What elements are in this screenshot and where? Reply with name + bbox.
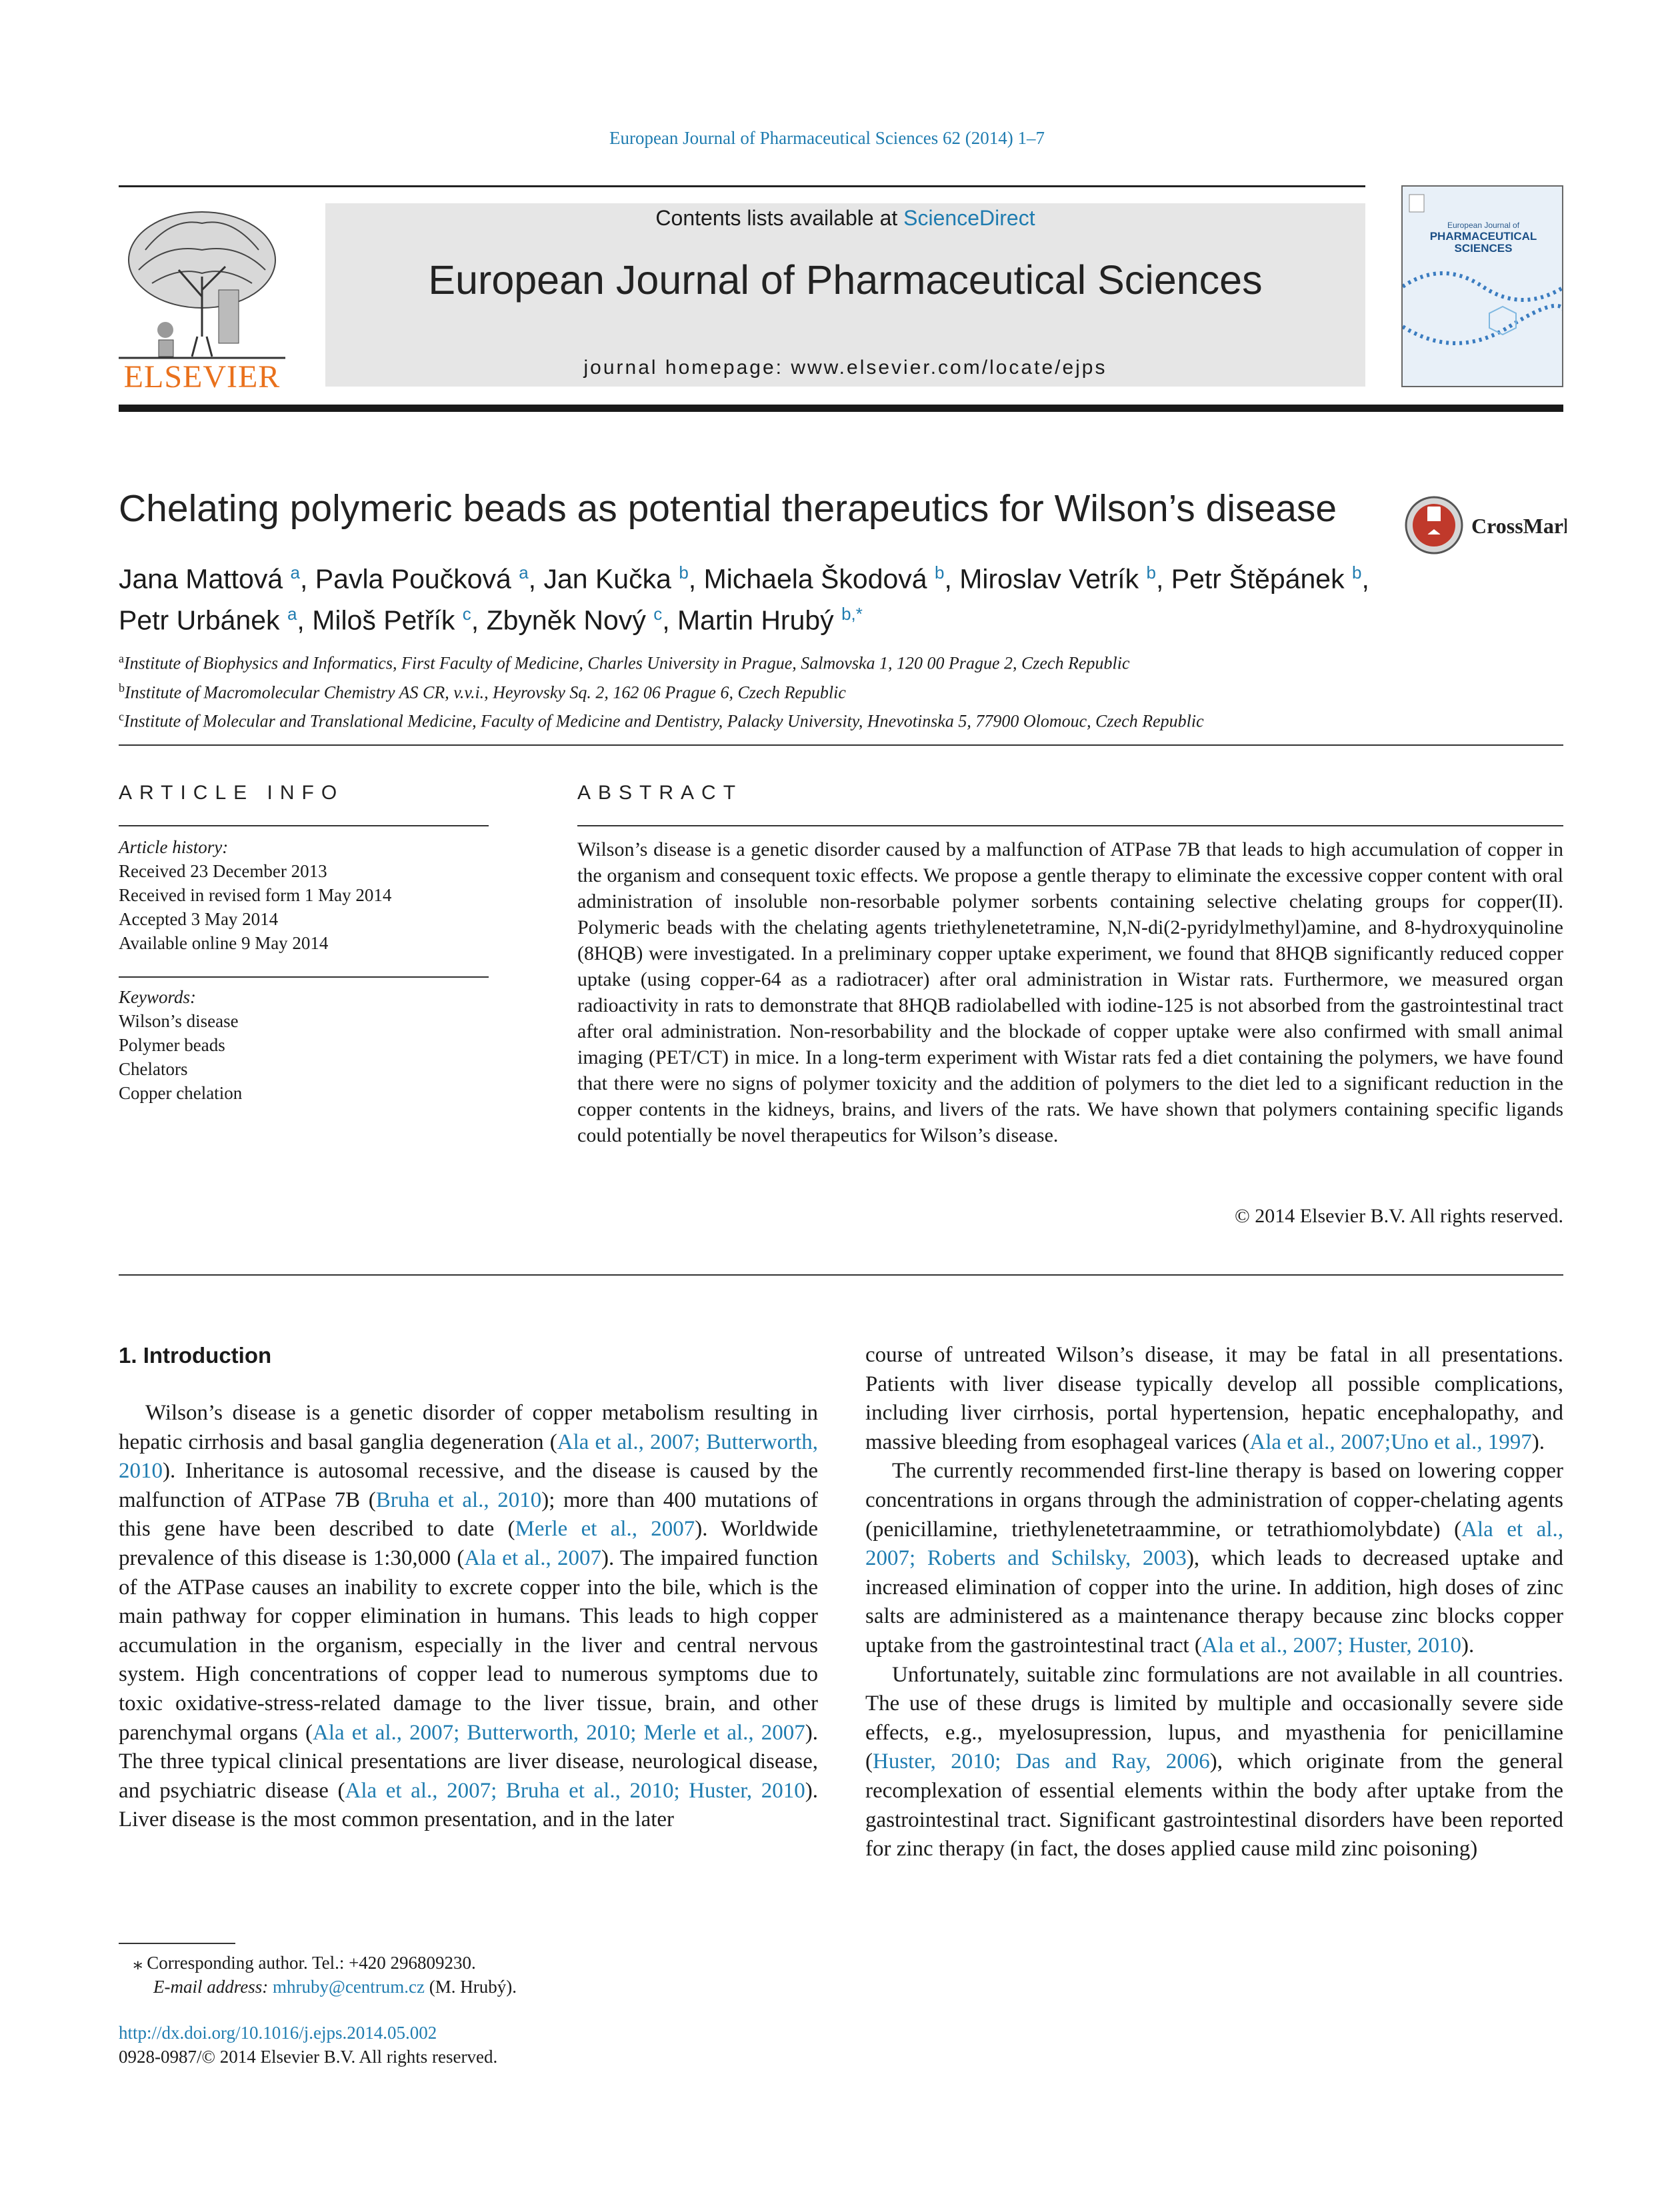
- body-text: ). Worldwide prevalence of this disease is 1:30,000 (: [119, 1517, 819, 1570]
- body-text: Unfortunately, suitable zinc formulations are not available in all countries. The use of these drugs is limited by multiple and occasionally severe side effects, e.g., myelosupression, lupus, and myasthenia for penicillamine (: [865, 1662, 1563, 1774]
- masthead-thick-rule: [119, 405, 1563, 412]
- keywords-rule: [119, 976, 489, 978]
- email-label: E-mail address:: [153, 1977, 273, 1997]
- author-name: Jana Mattová: [119, 563, 291, 594]
- author-affiliation-marker[interactable]: c: [462, 603, 471, 624]
- author-name: Jan Kučka: [543, 563, 679, 594]
- citation-link[interactable]: Huster, 2010; Das and Ray, 2006: [873, 1749, 1210, 1774]
- masthead-top-rule: [119, 185, 1365, 187]
- affiliation-marker: a: [119, 652, 124, 665]
- footnote-marker: ⁎: [133, 1953, 143, 1973]
- author-affiliation-marker[interactable]: a: [287, 603, 297, 624]
- article-info-heading: ARTICLE INFO: [119, 782, 345, 804]
- citation-link[interactable]: Ala et al., 2007; Huster, 2010: [1201, 1633, 1462, 1658]
- keywords-label: Keywords:: [119, 987, 196, 1007]
- body-left-column: [119, 1399, 818, 1835]
- author-separator: ,: [1155, 563, 1171, 594]
- affiliation-item: [119, 704, 1565, 734]
- body-text: ). Liver disease is the most common presentation, and in the later: [119, 1778, 818, 1832]
- author-separator: ,: [662, 604, 678, 636]
- doi-link[interactable]: http://dx.doi.org/10.1016/j.ejps.2014.05.002: [119, 2023, 437, 2043]
- article-info-rule: [119, 825, 489, 826]
- article-history: [119, 835, 391, 955]
- affiliation-text: Institute of Molecular and Translational Medicine, Faculty of Medicine and Dentistry, Palacky University, Hnevotinska 5, 77900 Olomouc, Czech Republic: [124, 711, 1204, 731]
- author-name: Michaela Škodová: [703, 563, 935, 594]
- body-text: ), which leads to decreased uptake and increased elimination of copper into the urine. In addition, high doses of zinc salts are administered as a maintenance therapy because zinc blocks copper uptake from the gastrointestinal tract (: [865, 1546, 1563, 1658]
- elsevier-wordmark: ELSEVIER: [123, 359, 281, 395]
- citation-link[interactable]: Ala et al., 2007; Butterworth, 2010; Merle et al., 2007: [313, 1720, 805, 1745]
- author-name: Martin Hrubý: [677, 604, 842, 636]
- cover-small-title: European Journal of: [1447, 221, 1520, 230]
- affiliation-item: [119, 676, 1565, 705]
- journal-homepage[interactable]: journal homepage: www.elsevier.com/locate/ejps: [583, 357, 1107, 379]
- body-text: course of untreated Wilson’s disease, it may be fatal in all presentations. Patients with liver disease typically develop all possible complications, including liver cirrhosis, portal hypertension, hepatic encephalopathy, and massive bleeding from esophageal varices (: [865, 1343, 1563, 1454]
- footnote-rule: [119, 1943, 235, 1944]
- tree-icon: [119, 203, 285, 360]
- abstract-rule: [577, 825, 1563, 826]
- history-revised: Received in revised form 1 May 2014: [119, 885, 392, 905]
- email-link[interactable]: mhruby@centrum.cz: [272, 1977, 425, 1997]
- abstract-end-rule: [119, 1274, 1563, 1276]
- affiliations-rule: [119, 744, 1563, 746]
- abstract-body: [577, 836, 1563, 1148]
- citation-link[interactable]: Bruha et al., 2010: [375, 1488, 542, 1512]
- body-paragraph: [865, 1457, 1563, 1660]
- author-separator: ,: [688, 563, 704, 594]
- author-affiliation-marker[interactable]: b: [1352, 562, 1362, 582]
- body-text: The currently recommended first-line therapy is based on lowering copper concentrations in organs through the administration of copper-chelating agents (penicillamine, triethylenetetraammine, or tetrathiomolybdate) (: [865, 1459, 1563, 1542]
- sciencedirect-link[interactable]: ScienceDirect: [903, 206, 1035, 230]
- journal-cover-thumbnail: [1401, 185, 1563, 387]
- introduction-heading: 1. Introduction: [119, 1343, 272, 1368]
- affiliation-text: Institute of Biophysics and Informatics, First Faculty of Medicine, Charles University in Prague, Salmovska 1, 120 00 Prague 2, Czech Republic: [124, 653, 1130, 673]
- author-separator: ,: [1361, 563, 1369, 594]
- history-received: Received 23 December 2013: [119, 861, 327, 881]
- history-accepted: Accepted 3 May 2014: [119, 909, 279, 929]
- body-text: ), which originate from the general recomplexation of essential elements within the body after uptake from the gastrointestinal tract. Significant gastrointestinal disorders have been reported for zinc therapy (in fact, the doses applied cause mild zinc poisoning): [865, 1749, 1563, 1861]
- affiliation-item: [119, 646, 1565, 676]
- author-affiliation-marker[interactable]: a: [519, 562, 529, 582]
- body-text: ).: [1531, 1430, 1545, 1454]
- body-text: ). Inheritance is autosomal recessive, and the disease is caused by the malfunction of ATPase 7B (: [119, 1459, 818, 1512]
- affiliation-marker: c: [119, 710, 124, 724]
- author-affiliation-marker[interactable]: b: [1146, 562, 1156, 582]
- body-paragraph: [865, 1661, 1563, 1864]
- author-affiliation-marker[interactable]: b,*: [841, 603, 863, 624]
- author-name: Pavla Poučková: [315, 563, 519, 594]
- body-text: ). The impaired function of the ATPase causes an inability to excrete copper into the bile, which is the main pathway for copper elimination in humans. This leads to high copper accumulation in the organism, especially in the liver and central nervous system. High concentrations of copper lead to numerous symptoms due to toxic oxidative-stress-related damage to the liver tissue, brain, and other parenchymal organs (: [119, 1546, 818, 1745]
- crossmark-icon: [1403, 495, 1567, 556]
- cover-title-line-1: PHARMACEUTICAL: [1429, 230, 1537, 243]
- history-label: Article history:: [119, 837, 229, 857]
- doi-block: [119, 2021, 497, 2069]
- body-text: ); more than 400 mutations of this gene have been described to date (: [119, 1488, 819, 1542]
- email-suffix: (M. Hrubý).: [425, 1977, 517, 1997]
- body-paragraph: [119, 1399, 818, 1835]
- abstract-copyright: © 2014 Elsevier B.V. All rights reserved.: [1234, 1205, 1563, 1227]
- keyword-item: Polymer beads: [119, 1035, 225, 1055]
- citation-link[interactable]: Ala et al., 2007: [464, 1546, 601, 1570]
- contents-available-line: [325, 203, 1365, 233]
- author-name: Petr Urbánek: [119, 604, 287, 636]
- author-name: Miloš Petřík: [312, 604, 463, 636]
- author-affiliation-marker[interactable]: a: [290, 562, 300, 582]
- abstract-heading: ABSTRACT: [577, 782, 743, 804]
- keyword-item: Wilson’s disease: [119, 1011, 239, 1031]
- body-text: ).: [1461, 1633, 1475, 1658]
- citation-link[interactable]: Ala et al., 2007; Bruha et al., 2010; Huster, 2010: [345, 1778, 805, 1803]
- author-list: [119, 555, 1545, 637]
- author-separator: ,: [528, 563, 544, 594]
- body-text: Wilson’s disease is a genetic disorder of copper metabolism resulting in hepatic cirrhosis and basal ganglia degeneration (: [119, 1401, 818, 1454]
- abstract-paragraph: Wilson’s disease is a genetic disorder caused by a malfunction of ATPase 7B that leads to high accumulation of copper in the organism and consequent toxic effects. We propose a gentle therapy to eliminate the excessive copper content with oral administration of insoluble non-resorbable polymer sorbents containing selective chelating groups for copper(II). Polymeric beads with the chelating agents triethylenetetramine, N,N-di(2-pyridylmethyl)amine, and 8-hydroxyquinoline (8HQB) were investigated. In a preliminary copper uptake experiment, we found that 8HQB significantly reduced copper uptake (using copper-64 as a radiotracer) after oral administration in Wistar rats. Furthermore, we measured organ radioactivity in rats to demonstrate that 8HQB radiolabelled with iodine-125 is not absorbed from the gastrointestinal tract after oral administration. Non-resorbability and the blockade of copper uptake were also confirmed with small animal imaging (PET/CT) in mice. In a long-term experiment with Wistar rats fed a diet containing the polymers, we have found that there were no signs of polymer toxicity and the addition of polymers to the diet led to a significant reduction in the copper contents in the kidneys, brains, and livers of the rats. We have shown that polymers containing specific ligands could potentially be novel therapeutics for Wilson’s disease.: [577, 838, 1563, 1146]
- history-online: Available online 9 May 2014: [119, 933, 329, 953]
- cover-title-line-2: SCIENCES: [1454, 242, 1513, 255]
- citation-link[interactable]: Ala et al., 2007; Butterworth, 2010: [119, 1430, 818, 1484]
- author-affiliation-marker[interactable]: b: [935, 562, 945, 582]
- issn-line: 0928-0987/© 2014 Elsevier B.V. All rights reserved.: [119, 2047, 498, 2067]
- crossmark-label: CrossMark: [1471, 514, 1567, 538]
- affiliation-list: [119, 646, 1565, 734]
- running-head[interactable]: European Journal of Pharmaceutical Sciences 62 (2014) 1–7: [609, 128, 1045, 148]
- corresponding-author-footnote: [119, 1951, 517, 1999]
- author-name: Petr Štěpánek: [1171, 563, 1352, 594]
- journal-title: European Journal of Pharmaceutical Sciences: [428, 257, 1263, 303]
- keyword-item: Chelators: [119, 1059, 188, 1079]
- author-separator: ,: [471, 604, 487, 636]
- crossmark-badge[interactable]: [1403, 495, 1567, 556]
- citation-link[interactable]: Ala et al., 2007; Roberts and Schilsky, 2003: [865, 1517, 1563, 1571]
- author-separator: ,: [297, 604, 313, 636]
- body-right-column: [865, 1341, 1563, 1864]
- contents-prefix: Contents lists available at: [655, 206, 904, 230]
- footnote-corresponding: Corresponding author. Tel.: +420 296809230.: [147, 1953, 476, 1973]
- keywords: [119, 985, 242, 1105]
- author-separator: ,: [300, 563, 315, 594]
- citation-link[interactable]: Ala et al., 2007;Uno et al., 1997: [1249, 1430, 1532, 1454]
- cover-art-icon: [1403, 187, 1563, 387]
- body-text: ). The three typical clinical presentations are liver disease, neurological disease, and psychiatric disease (: [119, 1720, 818, 1803]
- author-name: Miroslav Vetrík: [959, 563, 1147, 594]
- author-separator: ,: [944, 563, 960, 594]
- citation-link[interactable]: Merle et al., 2007: [515, 1517, 695, 1542]
- author-affiliation-marker[interactable]: c: [653, 603, 663, 624]
- author-name: Zbyněk Nový: [486, 604, 654, 636]
- article-title: Chelating polymeric beads as potential therapeutics for Wilson’s disease: [119, 487, 1337, 530]
- body-paragraph: [865, 1341, 1563, 1457]
- author-affiliation-marker[interactable]: b: [679, 562, 689, 582]
- affiliation-marker: b: [119, 680, 125, 694]
- keyword-item: Copper chelation: [119, 1083, 243, 1103]
- affiliation-text: Institute of Macromolecular Chemistry AS CR, v.v.i., Heyrovsky Sq. 2, 162 06 Prague 6, Czech Republic: [125, 682, 846, 702]
